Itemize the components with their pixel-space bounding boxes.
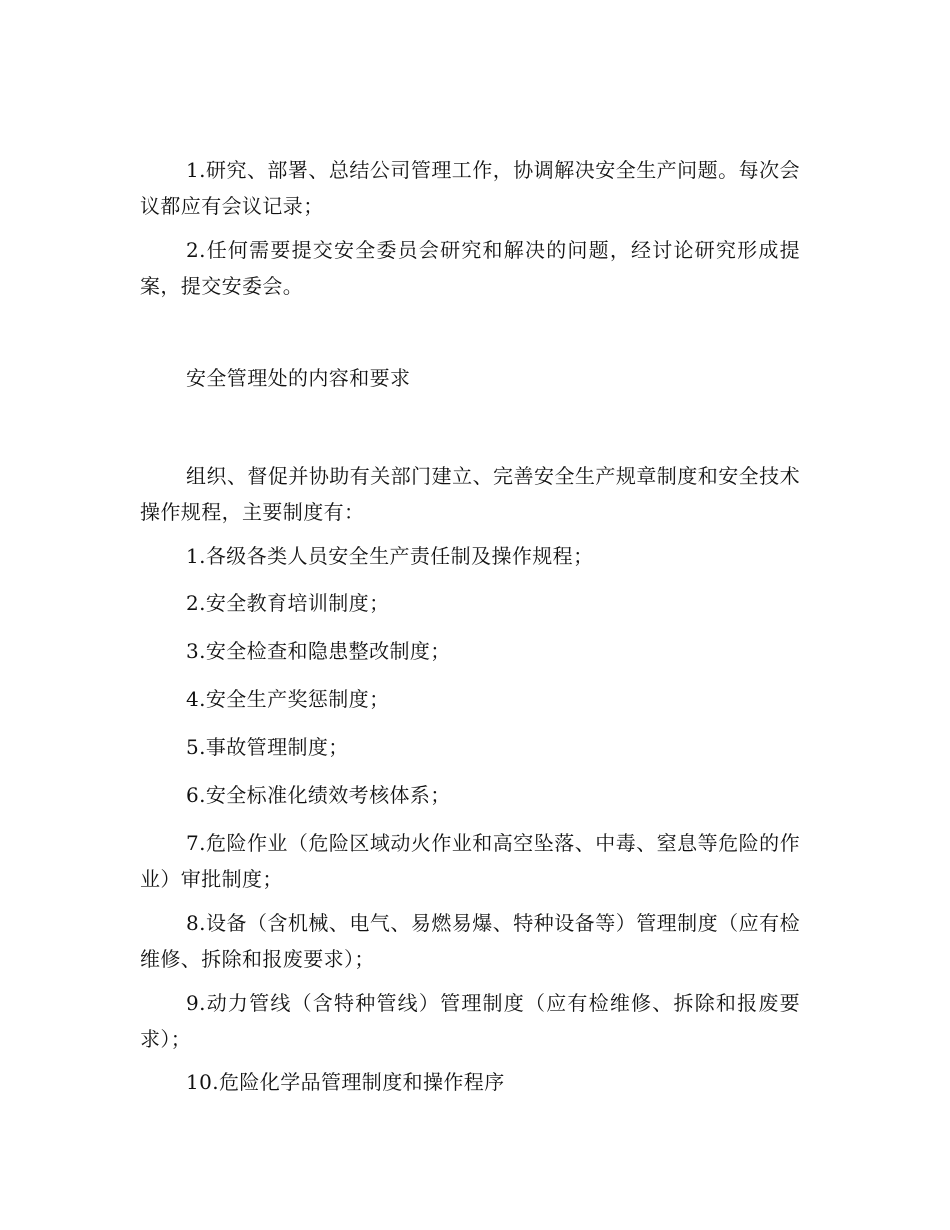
paragraph-item-1-research-deploy: 1.研究、部署、总结公司管理工作，协调解决安全生产问题。每次会议都应有会议记录； xyxy=(140,158,800,218)
section-heading-safety-office: 安全管理处的内容和要求 xyxy=(186,366,411,390)
paragraph-organize-regulations: 组织、督促并协助有关部门建立、完善安全生产规章制度和安全技术操作规程，主要制度有： xyxy=(140,464,800,524)
list-item-reward-system: 4.安全生产奖惩制度； xyxy=(186,687,390,711)
list-item-standardization-system: 6.安全标准化绩效考核体系； xyxy=(186,783,451,807)
list-item-responsibility-system: 1.各级各类人员安全生产责任制及操作规程； xyxy=(186,544,594,568)
list-item-power-pipeline-management: 9.动力管线（含特种管线）管理制度（应有检维修、拆除和报废要求）； xyxy=(140,991,800,1051)
list-item-training-system: 2.安全教育培训制度； xyxy=(186,591,390,615)
list-item-hazardous-chemicals: 10.危险化学品管理制度和操作程序 xyxy=(186,1070,505,1094)
paragraph-item-2-committee-proposal: 2.任何需要提交安全委员会研究和解决的问题，经讨论研究形成提案，提交安委会。 xyxy=(140,238,800,298)
list-item-accident-system: 5.事故管理制度； xyxy=(186,735,349,759)
list-item-equipment-management: 8.设备（含机械、电气、易燃易爆、特种设备等）管理制度（应有检维修、拆除和报废要求）； xyxy=(140,911,800,971)
list-item-hazardous-work-approval: 7.危险作业（危险区域动火作业和高空坠落、中毒、窒息等危险的作业）审批制度； xyxy=(140,831,800,891)
list-item-inspection-system: 3.安全检查和隐患整改制度； xyxy=(186,639,451,663)
